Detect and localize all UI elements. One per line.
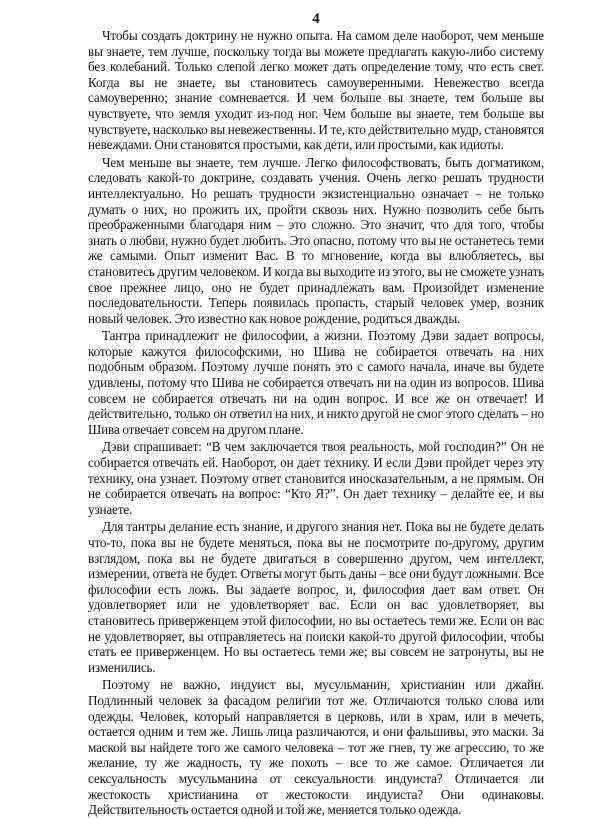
page-number: 4 bbox=[312, 11, 320, 27]
paragraph-2: Чем меньше вы знаете, тем лучше. Легко философствовать, быть догматиком, следовать какой-то доктрине, создавать учения. Очень легко решать трудности интеллектуально. Но решать трудности экзистенциально означает – не только думать о них, но прожить их, пройти сквозь них. Нужно позволить себе быть преображенными благодаря ним – это сложно. Это значит, что для того, чтобы знать о любви, нужно будет любить. Это опасно, потому что вы не останетесь теми же самыми. Опыт изменит Вас. В то мгновение, когда вы влюбляетесь, вы становитесь другим человеком. И когда вы выходите из этого, вы не сможете узнать свое прежнее лицо, оно не будет принадлежать вам. Произойдет изменение последовательности. Теперь появилась пропасть, старый человек умер, возник новый человек. Это известно как новое рождение, родиться дважды. bbox=[88, 154, 544, 326]
paragraph-3: Тантра принадлежит не философии, а жизни. Поэтому Дэви задает вопросы, которые кажутся философскими, но Шива не собирается отвечать на них подобным образом. Поэтому лучше понять это с самого начала, иначе вы будете удивлены, потому что Шива не собирается отвечать ни на один из вопросов. Шива совсем не собирается отвечать ни на один вопрос. И все же он отвечает! И действительно, только он ответил на них, и никто другой не смог этого сделать – но Шива отвечает совсем на другом плане. bbox=[88, 328, 544, 437]
paragraph-6: Поэтому не важно, индуист вы, мусульманин, христианин или джайн. Подлинный человек за фасадом религии тот же. Отличаются только слова или одежды. Человек, который направляется в церковь, или в храм, или в мечеть, остается одним и тем же. Лишь лица различаются, и они фальшивы, это маски. За маской вы найдете того же самого человека – тот же гнев, ту же агрессию, то же желание, ту же жадность, ту же похоть – все то же самое. Отличается ли сексуальность мусульманина от сексуальности индуиста? Отличается ли жестокость христианина от жестокости индуиста? Они одинаковы. Действительность остается одной и той же, меняется только одежда. bbox=[88, 677, 544, 818]
paragraph-1: Чтобы создать доктрину не нужно опыта. На самом деле наоборот, чем меньше вы знаете, тем лучше, поскольку тогда вы можете предлагать какую-либо систему без колебаний. Только слепой легко может дать определение тому, что есть свет. Когда вы не знаете, вы становитесь самоуверенными. Невежество всегда самоуверенно; знание сомневается. И чем больше вы знаете, тем больше вы чувствуете, что земля уходит из-под ног. Чем больше вы знаете, тем больше вы чувствуете, насколько вы невежественны. И те, кто действительно мудр, становятся невеждами. Они становятся простыми, как дети, или простыми, как идиоты. bbox=[88, 28, 544, 153]
paragraph-5: Для тантры делание есть знание, и другого знания нет. Пока вы не будете делать что-то, пока вы не будете меняться, пока вы не посмотрите по-другому, другим взглядом, пока вы не будете двигаться в совершенно другом, чем интеллект, измерении, ответа не будет. Ответы могут быть даны – все они будут ложными. Все философии есть ложь. Вы задаете вопрос, и, философия дает вам ответ. Он удовлетворяет или не удовлетворяет вас. Если он вас удовлетворяет, вы становитесь приверженцем этой философии, но вы остаетесь теми же. Если он вас не удовлетворяет, вы отправляетесь на поиски какой-то другой философии, чтобы стать ее приверженцем. Но вы остаетесь теми же; вы совсем не затронуты, вы не изменились. bbox=[88, 519, 544, 675]
paragraph-4: Дэви спрашивает: “В чем заключается твоя реальность, мой господин?” Он не собирается отвечать ей. Наоборот, он дает технику. И если Дэви пройдет через эту технику, она узнает. Поэтому ответ становится иносказательным, а не прямым. Он не собирается отвечать на вопрос: “Кто Я?”. Он дает технику – делайте ее, и вы узнаете. bbox=[88, 439, 544, 517]
document-page bbox=[88, 10, 544, 818]
